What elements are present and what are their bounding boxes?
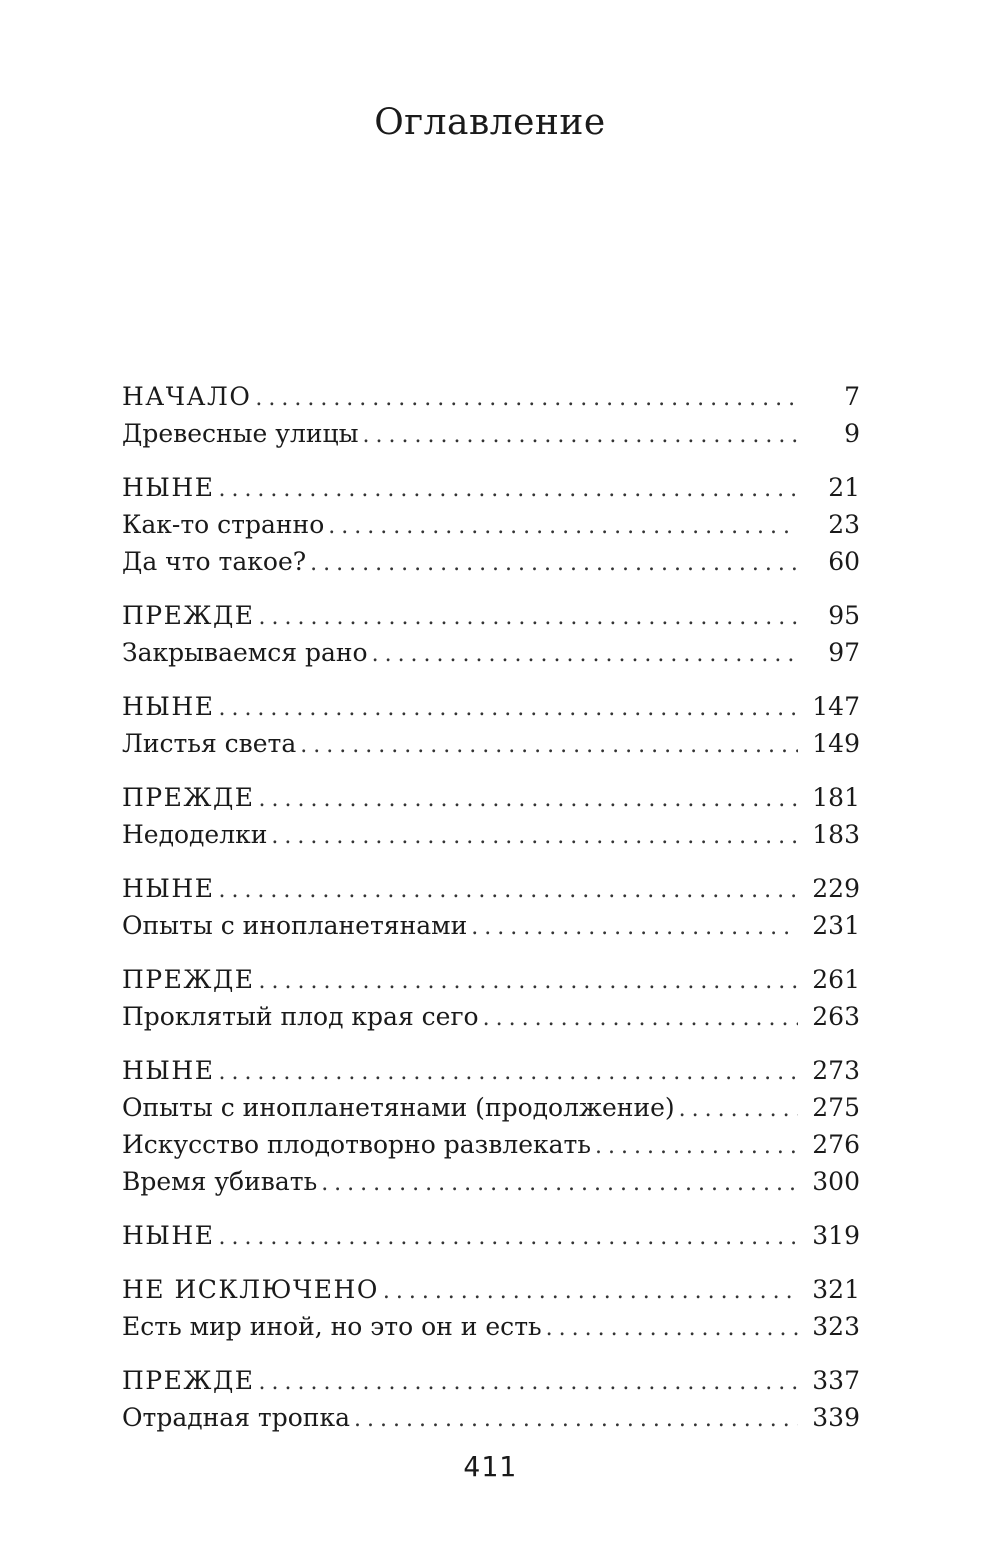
toc-entry-label: ПРЕЖДЕ xyxy=(122,601,255,630)
dot-leader xyxy=(483,1000,798,1037)
toc-entry-page: 231 xyxy=(812,911,860,940)
toc-entry-label: Листья света xyxy=(122,729,297,758)
dot-leader xyxy=(259,781,798,818)
toc-entry-label: Опыты с инопланетянами (продолжение) xyxy=(122,1093,675,1122)
toc-entry-label: НЫНЕ xyxy=(122,1056,215,1085)
toc-entry-label: Искусство плодотворно развлекать xyxy=(122,1130,591,1159)
toc-section-entry xyxy=(122,779,860,816)
toc-entry-label: Опыты с инопланетянами xyxy=(122,911,468,940)
toc-chapter-entry xyxy=(122,506,860,543)
toc-entry-page: 95 xyxy=(828,601,860,630)
dot-leader xyxy=(310,545,798,582)
toc-chapter-entry xyxy=(122,1126,860,1163)
toc-entry-label: НЫНЕ xyxy=(122,473,215,502)
dot-leader xyxy=(300,727,798,764)
toc-group xyxy=(122,870,860,944)
toc-group xyxy=(122,1052,860,1200)
toc-entry-page: 337 xyxy=(812,1366,860,1395)
toc-entry-label: ПРЕЖДЕ xyxy=(122,1366,255,1395)
toc-entry-page: 319 xyxy=(812,1221,860,1250)
toc-chapter-entry xyxy=(122,415,860,452)
toc-entry-label: НЫНЕ xyxy=(122,1221,215,1250)
dot-leader xyxy=(328,508,798,545)
dot-leader xyxy=(218,471,798,508)
toc-entry-label: Закрываемся рано xyxy=(122,638,368,667)
toc-entry-page: 323 xyxy=(812,1312,860,1341)
toc-entry-label: НАЧАЛО xyxy=(122,382,252,411)
dot-leader xyxy=(255,380,798,417)
toc-entry-page: 300 xyxy=(812,1167,860,1196)
toc-group xyxy=(122,1362,860,1436)
dot-leader xyxy=(271,818,798,855)
toc-section-entry xyxy=(122,469,860,506)
toc-section-entry xyxy=(122,1362,860,1399)
dot-leader xyxy=(321,1165,798,1202)
toc-group xyxy=(122,961,860,1035)
toc-section-entry xyxy=(122,597,860,634)
toc-entry-page: 263 xyxy=(812,1002,860,1031)
dot-leader xyxy=(372,636,798,673)
toc-section-entry xyxy=(122,378,860,415)
dot-leader xyxy=(595,1128,798,1165)
dot-leader xyxy=(546,1310,798,1347)
toc-entry-page: 276 xyxy=(812,1130,860,1159)
dot-leader xyxy=(218,1219,798,1256)
toc-entry-page: 273 xyxy=(812,1056,860,1085)
toc-entry-label: Отрадная тропка xyxy=(122,1403,350,1432)
dot-leader xyxy=(259,1364,798,1401)
toc-chapter-entry xyxy=(122,998,860,1035)
toc-chapter-entry xyxy=(122,725,860,762)
toc-entry-page: 9 xyxy=(844,419,860,448)
toc-group xyxy=(122,378,860,452)
dot-leader xyxy=(218,690,798,727)
page-title: Оглавление xyxy=(374,102,606,144)
toc-section-entry xyxy=(122,961,860,998)
toc-entry-page: 7 xyxy=(844,382,860,411)
toc-entry-label: Недоделки xyxy=(122,820,268,849)
toc-entry-label: Древесные улицы xyxy=(122,419,359,448)
toc-chapter-entry xyxy=(122,816,860,853)
toc-entry-page: 147 xyxy=(812,692,860,721)
toc-entry-page: 149 xyxy=(812,729,860,758)
toc-entry-page: 339 xyxy=(812,1403,860,1432)
toc-chapter-entry xyxy=(122,1308,860,1345)
toc-entry-label: ПРЕЖДЕ xyxy=(122,965,255,994)
toc-entry-label: Время убивать xyxy=(122,1167,318,1196)
toc-chapter-entry xyxy=(122,1089,860,1126)
toc-section-entry xyxy=(122,870,860,907)
toc-entry-label: НЫНЕ xyxy=(122,874,215,903)
toc-group xyxy=(122,469,860,580)
dot-leader xyxy=(218,872,798,909)
toc-section-entry xyxy=(122,1217,860,1254)
toc-group xyxy=(122,597,860,671)
toc-group xyxy=(122,1217,860,1254)
toc-section-entry xyxy=(122,1052,860,1089)
toc-entry-page: 23 xyxy=(828,510,860,539)
toc-entry-page: 275 xyxy=(812,1093,860,1122)
toc-entry-page: 21 xyxy=(828,473,860,502)
toc-entry-label: Как-то странно xyxy=(122,510,325,539)
toc-entry-label: ПРЕЖДЕ xyxy=(122,783,255,812)
toc-entry-page: 261 xyxy=(812,965,860,994)
dot-leader xyxy=(259,963,798,1000)
dot-leader xyxy=(354,1401,798,1438)
toc-entry-label: НЫНЕ xyxy=(122,692,215,721)
toc-chapter-entry xyxy=(122,1163,860,1200)
toc-entry-page: 229 xyxy=(812,874,860,903)
toc-chapter-entry xyxy=(122,1399,860,1436)
table-of-contents xyxy=(122,378,860,1453)
toc-section-entry xyxy=(122,688,860,725)
toc-entry-label: Да что такое? xyxy=(122,547,307,576)
dot-leader xyxy=(363,417,798,454)
toc-entry-page: 321 xyxy=(812,1275,860,1304)
toc-chapter-entry xyxy=(122,907,860,944)
toc-entry-page: 97 xyxy=(828,638,860,667)
toc-group xyxy=(122,1271,860,1345)
page-number: 411 xyxy=(463,1450,517,1483)
toc-chapter-entry xyxy=(122,634,860,671)
toc-group xyxy=(122,779,860,853)
dot-leader xyxy=(383,1273,798,1310)
toc-section-entry xyxy=(122,1271,860,1308)
dot-leader xyxy=(679,1091,798,1128)
dot-leader xyxy=(259,599,798,636)
dot-leader xyxy=(471,909,798,946)
toc-chapter-entry xyxy=(122,543,860,580)
toc-entry-label: НЕ ИСКЛЮЧЕНО xyxy=(122,1275,379,1304)
toc-group xyxy=(122,688,860,762)
toc-entry-label: Проклятый плод края сего xyxy=(122,1002,479,1031)
toc-entry-page: 60 xyxy=(828,547,860,576)
toc-entry-page: 183 xyxy=(812,820,860,849)
toc-entry-page: 181 xyxy=(812,783,860,812)
dot-leader xyxy=(218,1054,798,1091)
toc-entry-label: Есть мир иной, но это он и есть xyxy=(122,1312,542,1341)
